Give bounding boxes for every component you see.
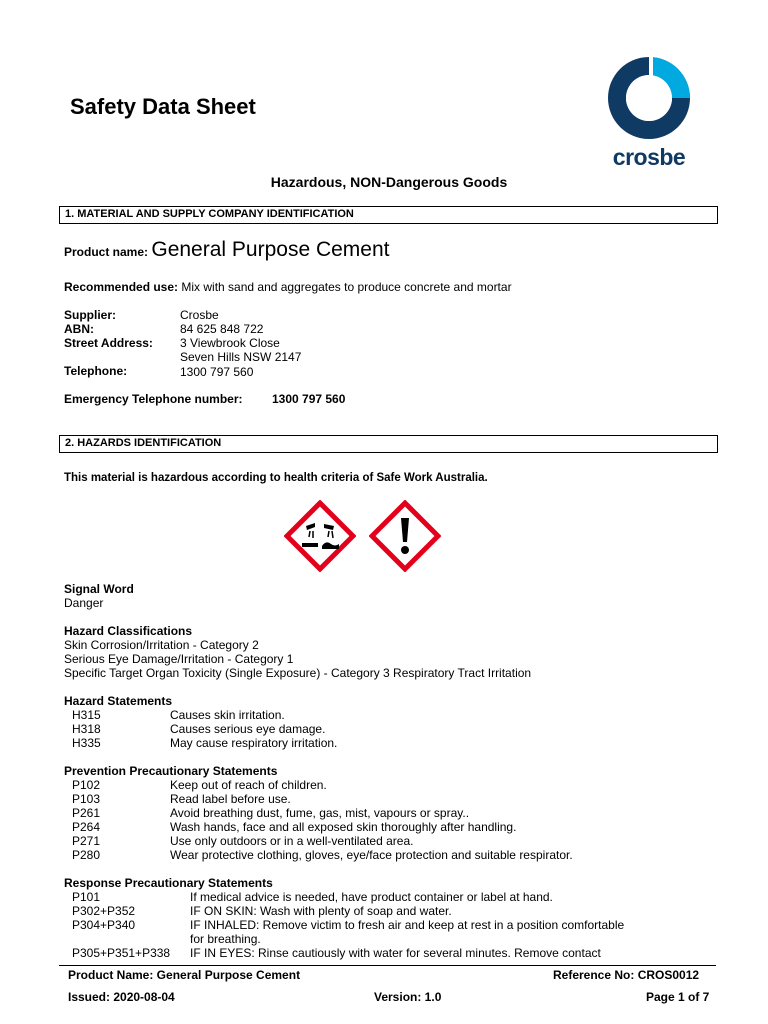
section-1-heading-box: [59, 206, 718, 224]
hazard-statement: This material is hazardous according to health criteria of Safe Work Australia.: [64, 472, 488, 484]
section-2-heading: 2. HAZARDS IDENTIFICATION: [65, 437, 222, 449]
hazard-statement-text: Causes skin irritation.: [170, 708, 285, 722]
recommended-use-value: Mix with sand and aggregates to produce concrete and mortar: [181, 280, 512, 294]
street-address-line1: 3 Viewbrook Close: [180, 336, 280, 350]
crosbe-logo-mark: [598, 52, 700, 144]
response-text: for breathing.: [190, 932, 261, 946]
footer-version: Version: 1.0: [374, 990, 442, 1004]
response-text: IF ON SKIN: Wash with plenty of soap and water.: [190, 904, 452, 918]
section-2-heading-box: [59, 435, 718, 453]
corrosion-pictogram-icon: [284, 500, 356, 572]
supplier-value: Crosbe: [180, 308, 219, 322]
supplier-label: Supplier:: [64, 308, 117, 322]
hazard-classifications-label: Hazard Classifications: [64, 624, 193, 638]
prevention-code: P271: [72, 834, 101, 848]
recommended-use-row: [64, 280, 512, 294]
footer-product-name: Product Name: General Purpose Cement: [68, 968, 301, 982]
document-title: Safety Data Sheet: [70, 94, 256, 119]
hazard-statement-code: H335: [72, 736, 101, 750]
prevention-statements-label: Prevention Precautionary Statements: [64, 764, 278, 778]
telephone-label: Telephone:: [64, 364, 128, 378]
hazard-classification-item: Skin Corrosion/Irritation - Category 2: [64, 638, 259, 652]
response-code: P101: [72, 890, 101, 904]
street-address-line2: Seven Hills NSW 2147: [180, 350, 302, 364]
hazard-statement-code: H318: [72, 722, 101, 736]
response-statements-label: Response Precautionary Statements: [64, 876, 273, 890]
response-code: P304+P340: [72, 918, 136, 932]
emergency-telephone-value: 1300 797 560: [272, 392, 346, 406]
prevention-code: P103: [72, 792, 101, 806]
prevention-text: Keep out of reach of children.: [170, 778, 327, 792]
signal-word-value: Danger: [64, 596, 104, 610]
crosbe-logo: [598, 52, 700, 172]
telephone-value: 1300 797 560: [180, 365, 254, 379]
recommended-use-label: Recommended use:: [64, 280, 179, 294]
footer-divider: [59, 965, 716, 966]
hazard-statements-label: Hazard Statements: [64, 694, 173, 708]
logo-wordmark: crosbe: [612, 144, 686, 170]
signal-word-label: Signal Word: [64, 582, 134, 596]
hazard-statement-code: H315: [72, 708, 101, 722]
prevention-text: Use only outdoors or in a well-ventilated area.: [170, 834, 414, 848]
hazard-statement-text: May cause respiratory irritation.: [170, 736, 338, 750]
product-name-row: [64, 238, 390, 261]
emergency-telephone-label: Emergency Telephone number:: [64, 392, 243, 406]
response-text: If medical advice is needed, have product container or label at hand.: [190, 890, 553, 904]
abn-value: 84 625 848 722: [180, 322, 264, 336]
abn-label: ABN:: [64, 322, 94, 336]
response-code: P305+P351+P338: [72, 946, 171, 960]
response-code: P302+P352: [72, 904, 136, 918]
prevention-text: Read label before use.: [170, 792, 291, 806]
prevention-text: Avoid breathing dust, fume, gas, mist, vapours or spray..: [170, 806, 470, 820]
exclamation-pictogram-icon: [369, 500, 441, 572]
hazard-classification-item: Serious Eye Damage/Irritation - Category 1: [64, 652, 294, 666]
prevention-code: P261: [72, 806, 101, 820]
prevention-code: P264: [72, 820, 101, 834]
footer-reference: Reference No: CROS0012: [553, 968, 700, 982]
section-1-heading: 1. MATERIAL AND SUPPLY COMPANY IDENTIFICATION: [65, 208, 354, 220]
hazard-statement-text: Causes serious eye damage.: [170, 722, 326, 736]
prevention-code: P280: [72, 848, 101, 862]
document-subtitle: Hazardous, NON-Dangerous Goods: [270, 174, 508, 190]
response-text: IF IN EYES: Rinse cautiously with water for several minutes. Remove contact: [190, 946, 601, 960]
footer-page-number: Page 1 of 7: [646, 990, 710, 1004]
product-name-label: Product name:: [64, 245, 149, 259]
footer-issued: Issued: 2020-08-04: [68, 990, 175, 1004]
prevention-code: P102: [72, 778, 101, 792]
hazard-classification-item: Specific Target Organ Toxicity (Single Exposure) - Category 3 Respiratory Tract Irritation: [64, 666, 532, 680]
response-text: IF INHALED: Remove victim to fresh air and keep at rest in a position comfortable: [190, 918, 625, 932]
prevention-text: Wear protective clothing, gloves, eye/face protection and suitable respirator.: [170, 848, 573, 862]
prevention-text: Wash hands, face and all exposed skin thoroughly after handling.: [170, 820, 517, 834]
product-name-value: General Purpose Cement: [151, 238, 390, 261]
street-address-label: Street Address:: [64, 336, 153, 350]
